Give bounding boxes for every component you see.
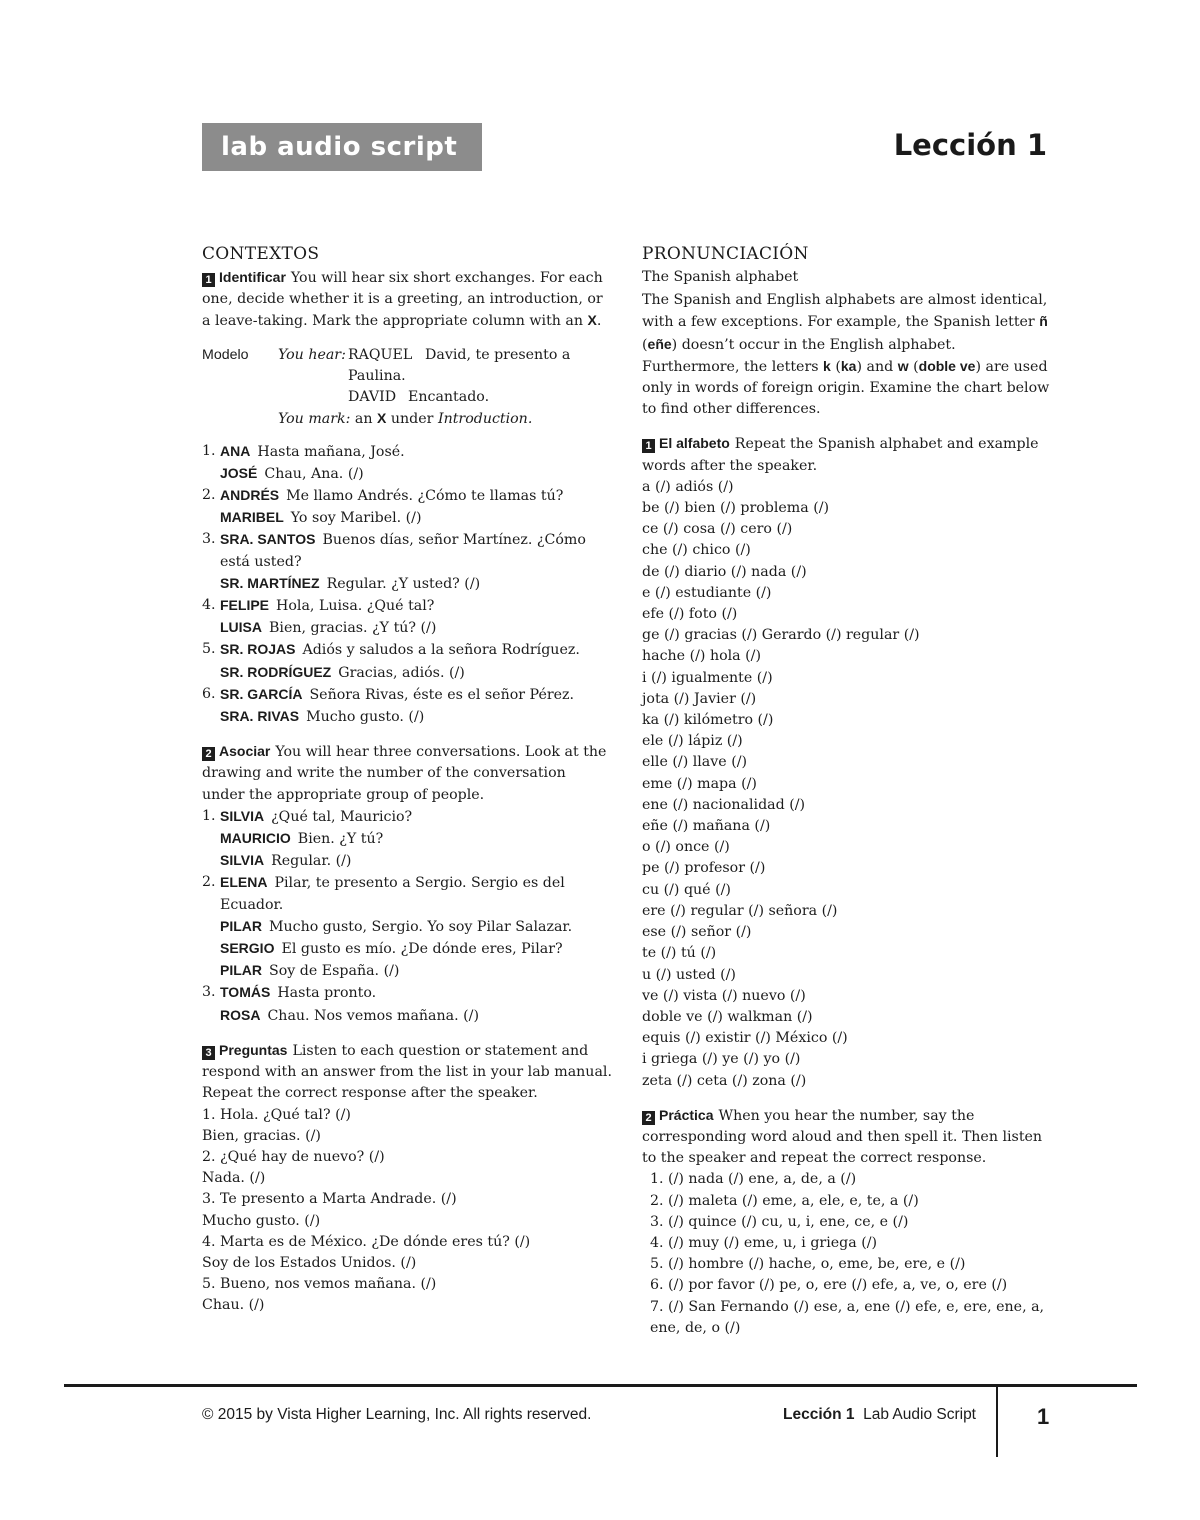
raquel-speaker: RAQUEL: [348, 346, 413, 363]
exercise-3-instructions: [202, 1040, 612, 1105]
list-line: a (/) adiós (/): [642, 478, 734, 495]
exercise-number-badge: 1: [642, 439, 655, 453]
exercise-name: Asociar: [219, 743, 271, 760]
dialogue-line: [220, 916, 612, 938]
list-line: elle (/) llave (/): [642, 754, 748, 771]
practica-list: [642, 1169, 1052, 1317]
list-line: 2. (/) maleta (/) eme, a, ele, e, te, a (/): [650, 1192, 919, 1209]
alfabeto-instructions: [642, 433, 1052, 476]
dialogue-item: [202, 529, 612, 595]
list-line: o (/) once (/): [642, 839, 730, 856]
list-line: Chau. (/): [202, 1297, 265, 1314]
list-line: eñe (/) mañana (/): [642, 818, 771, 835]
dialogue-line: [220, 552, 612, 573]
speaker-name: TOMÁS: [220, 984, 271, 1001]
list-line: i (/) igualmente (/): [642, 669, 773, 686]
exercise-2-dialogues: [202, 806, 612, 1027]
speaker-name: LUISA: [220, 619, 262, 636]
list-line: 5. Bueno, nos vemos mañana. (/): [202, 1276, 437, 1293]
list-line: cu (/) qué (/): [642, 881, 731, 898]
speaker-name: PILAR: [220, 917, 262, 934]
modelo-label: Modelo: [202, 346, 249, 363]
speaker-name: MAURICIO: [220, 830, 291, 847]
list-line: Soy de los Estados Unidos. (/): [202, 1254, 417, 1271]
practica-instructions: [642, 1105, 1052, 1170]
list-line: te (/) tú (/): [642, 945, 717, 962]
footer-lesson-label: Lección 1 Lab Audio Script: [782, 1406, 976, 1423]
david-speaker: DAVID: [348, 388, 397, 405]
dialogue-line: [220, 982, 612, 1004]
dialogue-line: [220, 573, 612, 595]
speaker-name: ANA: [220, 442, 251, 459]
line-text: Regular. (/): [271, 853, 352, 870]
left-column: [202, 243, 612, 1317]
page-number: 1: [1037, 1404, 1050, 1429]
speaker-name: JOSÉ: [220, 464, 258, 481]
list-line: ge (/) gracias (/) Gerardo (/) regular (/): [642, 627, 920, 644]
list-line: ele (/) lápiz (/): [642, 733, 743, 750]
line-text: Chau. Nos vemos mañana. (/): [267, 1007, 479, 1024]
item-number: 4.: [202, 597, 216, 614]
you-mark-line: You mark: an X under Introduction.: [278, 409, 533, 427]
line-text: Mucho gusto. (/): [306, 709, 425, 726]
exercise-text: You will hear six short exchanges. For each one, decide whether it is a greeting, an introduction, or a leave-taking. Mark the appropriate column with an: [202, 270, 603, 330]
line-text: Mucho gusto, Sergio. Yo soy Pilar Salazar.: [269, 918, 573, 935]
list-line: doble ve (/) walkman (/): [642, 1008, 813, 1025]
section-title-contextos: CONTEXTOS: [202, 244, 320, 264]
list-line: be (/) bien (/) problema (/): [642, 500, 830, 517]
exercise-3-lines: [202, 1105, 612, 1317]
dialogue-line: [220, 828, 612, 850]
dialogue-line: [220, 662, 612, 684]
list-line: zeta (/) ceta (/) zona (/): [642, 1072, 807, 1089]
list-line: 5. (/) hombre (/) hache, o, eme, be, ere, e (/): [650, 1256, 966, 1273]
list-line: eme (/) mapa (/): [642, 775, 757, 792]
speaker-name: ANDRÉS: [220, 487, 280, 504]
list-line: ka (/) kilómetro (/): [642, 712, 774, 729]
list-line: ese (/) señor (/): [642, 924, 752, 941]
list-line: 3. Te presento a Marta Andrade. (/): [202, 1191, 457, 1208]
list-line: i griega (/) ye (/) yo (/): [642, 1051, 801, 1068]
exercise-2-instructions: [202, 741, 612, 806]
list-line: Mucho gusto. (/): [202, 1212, 321, 1229]
dialogue-item: [202, 595, 612, 639]
dialogue-line: [220, 706, 612, 728]
list-line: ere (/) regular (/) señora (/): [642, 902, 838, 919]
speaker-name: SILVIA: [220, 807, 265, 824]
footer-rule: [64, 1384, 1137, 1387]
dialogue-line: [220, 507, 612, 529]
list-line: 4. (/) muy (/) eme, u, i griega (/): [650, 1234, 878, 1251]
dialogue-line: [220, 684, 612, 706]
line-text: Yo soy Maribel. (/): [290, 510, 422, 527]
line-text: El gusto es mío. ¿De dónde eres, Pilar?: [281, 941, 563, 958]
list-line: hache (/) hola (/): [642, 648, 761, 665]
list-line: 3. (/) quince (/) cu, u, i, ene, ce, e (/): [650, 1213, 909, 1230]
dialogue-line: [220, 806, 612, 828]
speaker-name: SR. RODRÍGUEZ: [220, 663, 332, 680]
dialogue-item: [202, 684, 612, 728]
raquel-line-2: Paulina.: [348, 367, 406, 384]
dialogue-line: [220, 850, 612, 872]
line-text: está usted?: [220, 553, 302, 570]
exercise-1-dialogues: [202, 441, 612, 729]
dialogue-item: [202, 872, 612, 982]
item-number: 2.: [202, 487, 216, 504]
line-text: Soy de España. (/): [269, 963, 400, 980]
line-text: Hola, Luisa. ¿Qué tal?: [276, 598, 435, 615]
speaker-name: ROSA: [220, 1006, 261, 1023]
list-line: e (/) estudiante (/): [642, 584, 772, 601]
raquel-line-1: David, te presento a: [425, 346, 571, 363]
dialogue-line: [220, 938, 612, 960]
list-line: che (/) chico (/): [642, 542, 751, 559]
speaker-name: MARIBEL: [220, 509, 284, 526]
exercise-name: Identificar: [219, 269, 286, 285]
copyright-notice: © 2015 by Vista Higher Learning, Inc. All rights reserved.: [202, 1406, 592, 1423]
exercise-number-badge: 1: [202, 273, 215, 287]
dialogue-item: [202, 441, 612, 485]
list-line: 6. (/) por favor (/) pe, o, ere (/) efe, a, ve, o, ere (/): [650, 1277, 1008, 1294]
list-line: 2. ¿Qué hay de nuevo? (/): [202, 1148, 385, 1165]
section-title-pronunciacion: PRONUNCIACIÓN: [642, 244, 809, 264]
list-line: Bien, gracias. (/): [202, 1127, 321, 1144]
speaker-name: PILAR: [220, 962, 262, 979]
dialogue-item: [202, 806, 612, 873]
list-line: u (/) usted (/): [642, 966, 736, 983]
line-text: Ecuador.: [220, 896, 284, 913]
dialogue-line: [220, 1005, 612, 1027]
lesson-title: Lección 1: [893, 128, 1047, 162]
exercise-1-instructions: 1 Identificar You will hear six short exchanges. For each one, decide whether it is a greeting, an introduction, or a leave-taking. Mark the appropriate column with an X.: [202, 269, 603, 330]
exercise-name: Práctica: [659, 1106, 714, 1123]
dialogue-line: [220, 895, 612, 916]
dialogue-item: [202, 982, 612, 1026]
dialogue-line: [220, 441, 612, 463]
exercise-name: Preguntas: [219, 1041, 288, 1058]
section-subtitle: The Spanish alphabet: [642, 269, 799, 285]
speaker-name: ELENA: [220, 874, 268, 891]
item-number: 5.: [202, 641, 216, 658]
line-text: Buenos días, señor Martínez. ¿Cómo: [322, 532, 586, 549]
list-line: 1. Hola. ¿Qué tal? (/): [202, 1106, 351, 1123]
item-number: 3.: [202, 984, 216, 1001]
line-text: Bien, gracias. ¿Y tú? (/): [269, 620, 437, 637]
line-text: Regular. ¿Y usted? (/): [326, 575, 481, 592]
list-line: 4. Marta es de México. ¿De dónde eres tú? (/): [202, 1233, 531, 1250]
speaker-name: SILVIA: [220, 852, 265, 869]
speaker-name: SRA. RIVAS: [220, 708, 300, 725]
item-number: 6.: [202, 685, 216, 702]
mark-x: X: [587, 312, 597, 329]
list-line: ve (/) vista (/) nuevo (/): [642, 987, 806, 1004]
speaker-name: SR. GARCÍA: [220, 685, 303, 702]
speaker-name: SR. MARTÍNEZ: [220, 574, 320, 591]
exercise-name: El alfabeto: [659, 435, 730, 452]
speaker-name: SR. ROJAS: [220, 641, 296, 658]
item-number: 1.: [202, 807, 216, 824]
line-text: Pilar, te presento a Sergio. Sergio es del: [274, 875, 565, 892]
line-text: ¿Qué tal, Mauricio?: [271, 808, 413, 825]
exercise-number-badge: 2: [642, 1111, 655, 1125]
speaker-name: SRA. SANTOS: [220, 531, 316, 548]
list-line: 1. (/) nada (/) ene, a, de, a (/): [650, 1171, 857, 1188]
list-line: Nada. (/): [202, 1170, 266, 1187]
line-text: Chau, Ana. (/): [264, 465, 364, 482]
you-hear-label: You hear:: [278, 346, 346, 363]
list-line: ce (/) cosa (/) cero (/): [642, 521, 793, 538]
speaker-name: FELIPE: [220, 597, 270, 614]
david-line: Encantado.: [408, 388, 490, 405]
exercise-number-badge: 2: [202, 747, 215, 761]
footer-divider: [996, 1387, 998, 1457]
line-text: Hasta pronto.: [277, 985, 377, 1002]
item-number: 3.: [202, 531, 216, 548]
pronunciation-intro: The Spanish and English alphabets are almost identical, with a few exceptions. For example, the Spanish letter ñ (eñe) doesn’t occur in the English alphabet. Furthermore, the letters k (ka) and w (doble ve) are used only in words of foreign origin. Examine the chart below to find other differences.: [642, 292, 1050, 418]
exercise-text: Listen to each question or statement and respond with an answer from the list in your lab manual. Repeat the correct response after the speaker.: [202, 1042, 612, 1102]
exercise-text: When you hear the number, say the corresponding word aloud and then spell it. Then listen to the speaker and repeat the correct response.: [642, 1107, 1043, 1167]
list-line: de (/) diario (/) nada (/): [642, 563, 807, 580]
dialogue-line: [220, 485, 612, 507]
list-line: pe (/) profesor (/): [642, 860, 766, 877]
line-text: Hasta mañana, José.: [257, 443, 405, 460]
dialogue-line: [220, 960, 612, 982]
speaker-name: SERGIO: [220, 940, 275, 957]
dialogue-line: [220, 639, 612, 661]
dialogue-line: [220, 595, 612, 617]
list-line: ene (/) nacionalidad (/): [642, 796, 806, 813]
dialogue-line: [220, 463, 612, 485]
exercise-text: Repeat the Spanish alphabet and example words after the speaker.: [642, 436, 1039, 474]
dialogue-item: [202, 639, 612, 683]
dialogue-line: [220, 617, 612, 639]
list-line: jota (/) Javier (/): [642, 690, 757, 707]
dialogue-item: [202, 485, 612, 529]
item-number: 2.: [202, 874, 216, 891]
lab-audio-script-banner: lab audio script: [202, 123, 482, 171]
exercise-number-badge: 3: [202, 1046, 215, 1060]
item-number: 1.: [202, 442, 216, 459]
list-line: efe (/) foto (/): [642, 606, 738, 623]
line-text: Bien. ¿Y tú?: [297, 831, 384, 848]
right-column: [642, 243, 1052, 1339]
exercise-text: You will hear three conversations. Look at the drawing and write the number of the conversation under the appropriate group of people.: [202, 744, 607, 803]
list-line: 7. (/) San Fernando (/) ese, a, ene (/) efe, e, ere, ene, a,: [650, 1298, 1045, 1315]
dialogue-line: [220, 872, 612, 894]
list-line: equis (/) existir (/) México (/): [642, 1030, 848, 1047]
line-text: Gracias, adiós. (/): [338, 664, 465, 681]
line-text: Señora Rivas, éste es el señor Pérez.: [309, 686, 575, 703]
line-text: Me llamo Andrés. ¿Cómo te llamas tú?: [286, 488, 564, 505]
practica-line-continuation: ene, de, o (/): [650, 1319, 741, 1336]
modelo-example: [202, 345, 612, 431]
line-text: Adiós y saludos a la señora Rodríguez.: [302, 642, 580, 659]
alphabet-list: [642, 477, 1052, 1092]
dialogue-line: [220, 529, 612, 551]
